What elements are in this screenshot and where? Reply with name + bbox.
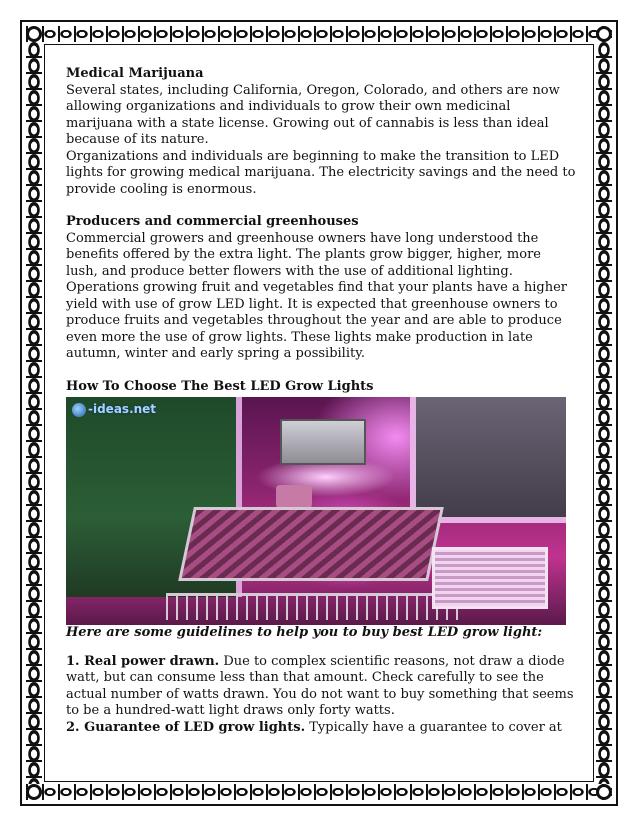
spacer	[66, 198, 576, 214]
guideline-text: Due to complex scientific reasons, not draw a diode watt, but can consume less than that amount. Check carefully to see the actual number of watts drawn. You do not want to buy something that seems to be a hundred-watt light draws only forty watts.	[66, 653, 574, 718]
watermark	[72, 401, 156, 418]
section-heading: Medical Marijuana	[66, 66, 204, 81]
guideline-title: 1. Real power drawn.	[66, 653, 220, 669]
led-lamp	[280, 419, 366, 465]
spacer	[66, 642, 576, 654]
seedling-tray	[178, 507, 444, 581]
ornamental-border-bottom	[26, 784, 612, 800]
globe-icon	[72, 403, 86, 417]
corner-knot-icon	[26, 26, 42, 42]
ornamental-border-right	[596, 42, 612, 784]
paragraph: Organizations and individuals are beginning to make the transition to LED lights for growing medical marijuana. The electricity savings and the need to provide cooling is enormous.	[66, 148, 576, 197]
paragraph: Several states, including California, Oregon, Colorado, and others are now allowing organizations and individuals to grow their own medicinal marijuana with a state license. Growing out of cannabis is less than ideal because of its nature.	[66, 82, 560, 147]
paragraph: Commercial growers and greenhouse owners have long understood the benefits offered by the extra light. The plants grow bigger, higher, more lush, and produce better flowers with the use of additional lighting. Operations growing fruit and vegetables find that your plants have a higher yield with use of grow LED light. It is expected that greenhouse owners to produce fruits and vegetables throughout the year and are able to produce even more the use of grow lights. These lights make production in late autumn, winter and early spring a possibility.	[66, 230, 568, 361]
guidelines-lead: Here are some guidelines to help you to buy best LED grow light:	[66, 625, 543, 640]
wire-shelf	[166, 593, 466, 620]
watermark-text: -ideas.net	[88, 402, 157, 416]
spacer	[66, 363, 576, 379]
guideline-text: Typically have a guarantee to cover at	[305, 719, 562, 735]
guideline-item	[66, 720, 576, 737]
photo-window-right	[410, 397, 566, 523]
corner-knot-icon	[596, 784, 612, 800]
corner-knot-icon	[596, 26, 612, 42]
ornamental-border-top	[26, 26, 612, 42]
ornamental-border-left	[26, 42, 42, 784]
corner-knot-icon	[26, 784, 42, 800]
section-heading: How To Choose The Best LED Grow Lights	[66, 378, 374, 394]
section-heading: Producers and commercial greenhouses	[66, 214, 359, 229]
guideline-title: 2. Guarantee of LED grow lights.	[66, 719, 306, 735]
grow-light-photo	[66, 397, 566, 625]
heater-vent	[432, 547, 548, 609]
guideline-item	[66, 654, 576, 720]
page-content	[66, 66, 576, 736]
